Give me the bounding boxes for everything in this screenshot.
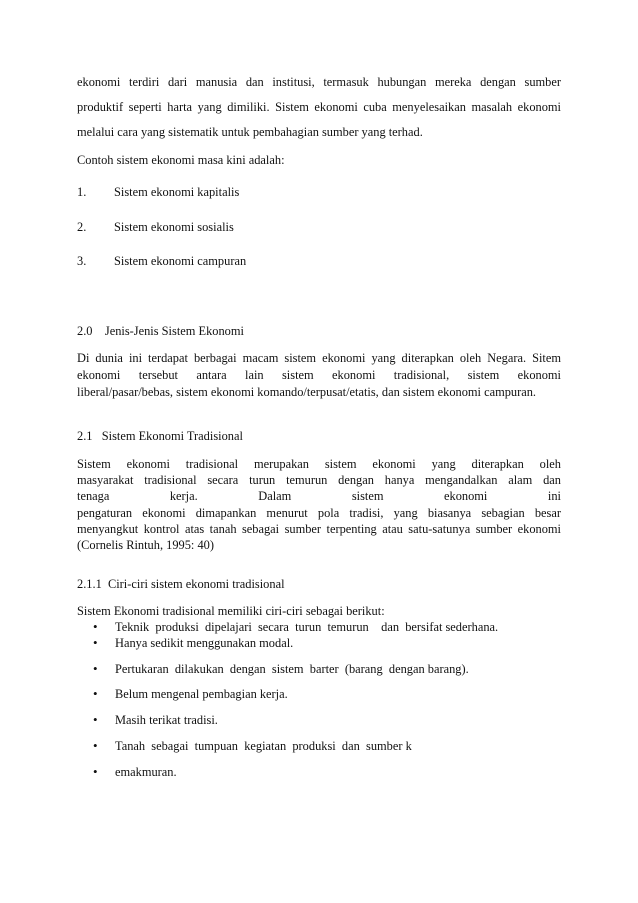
- list-item-number: 1.: [77, 185, 87, 199]
- list-item-text: Sistem ekonomi campuran: [114, 254, 247, 268]
- section-2-0-line-3: liberal/pasar/bebas, sistem ekonomi komando/terpusat/etatis, dan sistem ekonomi campuran.: [77, 385, 537, 399]
- bullet-item-text: emakmuran.: [115, 765, 177, 779]
- examples-heading: Contoh sistem ekonomi masa kini adalah:: [77, 153, 285, 167]
- bullet-icon: •: [93, 661, 98, 676]
- section-heading-2-1-1: 2.1.1 Ciri-ciri sistem ekonomi tradisional: [77, 577, 285, 591]
- bullet-icon: •: [93, 764, 98, 779]
- bullet-icon: •: [93, 635, 98, 650]
- bullet-item-text: Hanya sedikit menggunakan modal.: [115, 636, 294, 650]
- bullet-icon: •: [93, 619, 98, 634]
- section-2-0-line-1: Di dunia ini terdapat berbagai macam sistem ekonomi yang diterapkan oleh Negara. Sitem: [77, 351, 561, 365]
- section-2-0-line-2: ekonomi tersebut antara lain sistem ekonomi tradisional, sistem ekonomi: [77, 368, 561, 382]
- bullet-icon: •: [93, 738, 98, 753]
- bullet-item-text: Tanah sebagai tumpuan kegiatan produksi dan sumber k: [115, 739, 412, 753]
- section-2-1-line-1: Sistem ekonomi tradisional merupakan sistem ekonomi yang diterapkan oleh: [77, 457, 561, 471]
- section-heading-2-1: 2.1 Sistem Ekonomi Tradisional: [77, 429, 243, 443]
- section-2-1-1-intro: Sistem Ekonomi tradisional memiliki ciri-ciri sebagai berikut:: [77, 604, 385, 618]
- section-heading-2-0: 2.0 Jenis-Jenis Sistem Ekonomi: [77, 324, 244, 338]
- list-item-number: 3.: [77, 254, 87, 268]
- bullet-icon: •: [93, 712, 98, 727]
- bullet-item-text: Masih terikat tradisi.: [115, 713, 218, 727]
- intro-line-3: melalui cara yang sistematik untuk pembahagian sumber yang terhad.: [77, 125, 423, 139]
- section-2-1-line-5: menyangkut kontrol atas tanah sebagai sumber terpenting atau satu-satunya sumber ekonomi: [77, 522, 561, 536]
- list-item-text: Sistem ekonomi kapitalis: [114, 185, 240, 199]
- bullet-icon: •: [93, 686, 98, 701]
- section-2-1-line-4: pengaturan ekonomi dimapankan menurut pola tradisi, yang biasanya sebagian besar: [77, 506, 561, 520]
- section-2-1-line-6: (Cornelis Rintuh, 1995: 40): [77, 538, 214, 552]
- bullet-item-text: Pertukaran dilakukan dengan sistem barter (barang dengan barang).: [115, 662, 469, 676]
- section-2-1-line-2: masyarakat tradisional secara turun temurun dengan hanya mengandalkan alam dan: [77, 473, 561, 487]
- bullet-item-text: Belum mengenal pembagian kerja.: [115, 687, 288, 701]
- bullet-item-text: Teknik produksi dipelajari secara turun temurun dan bersifat sederhana.: [115, 620, 499, 634]
- list-item-number: 2.: [77, 220, 87, 234]
- section-2-1-line-3: tenaga kerja. Dalam sistem ekonomi ini: [77, 489, 561, 503]
- intro-line-2: produktif seperti harta yang dimiliki. Sistem ekonomi cuba menyelesaikan masalah ekonomi: [77, 100, 561, 114]
- intro-line-1: ekonomi terdiri dari manusia dan institusi, termasuk hubungan mereka dengan sumber: [77, 75, 561, 89]
- list-item-text: Sistem ekonomi sosialis: [114, 220, 234, 234]
